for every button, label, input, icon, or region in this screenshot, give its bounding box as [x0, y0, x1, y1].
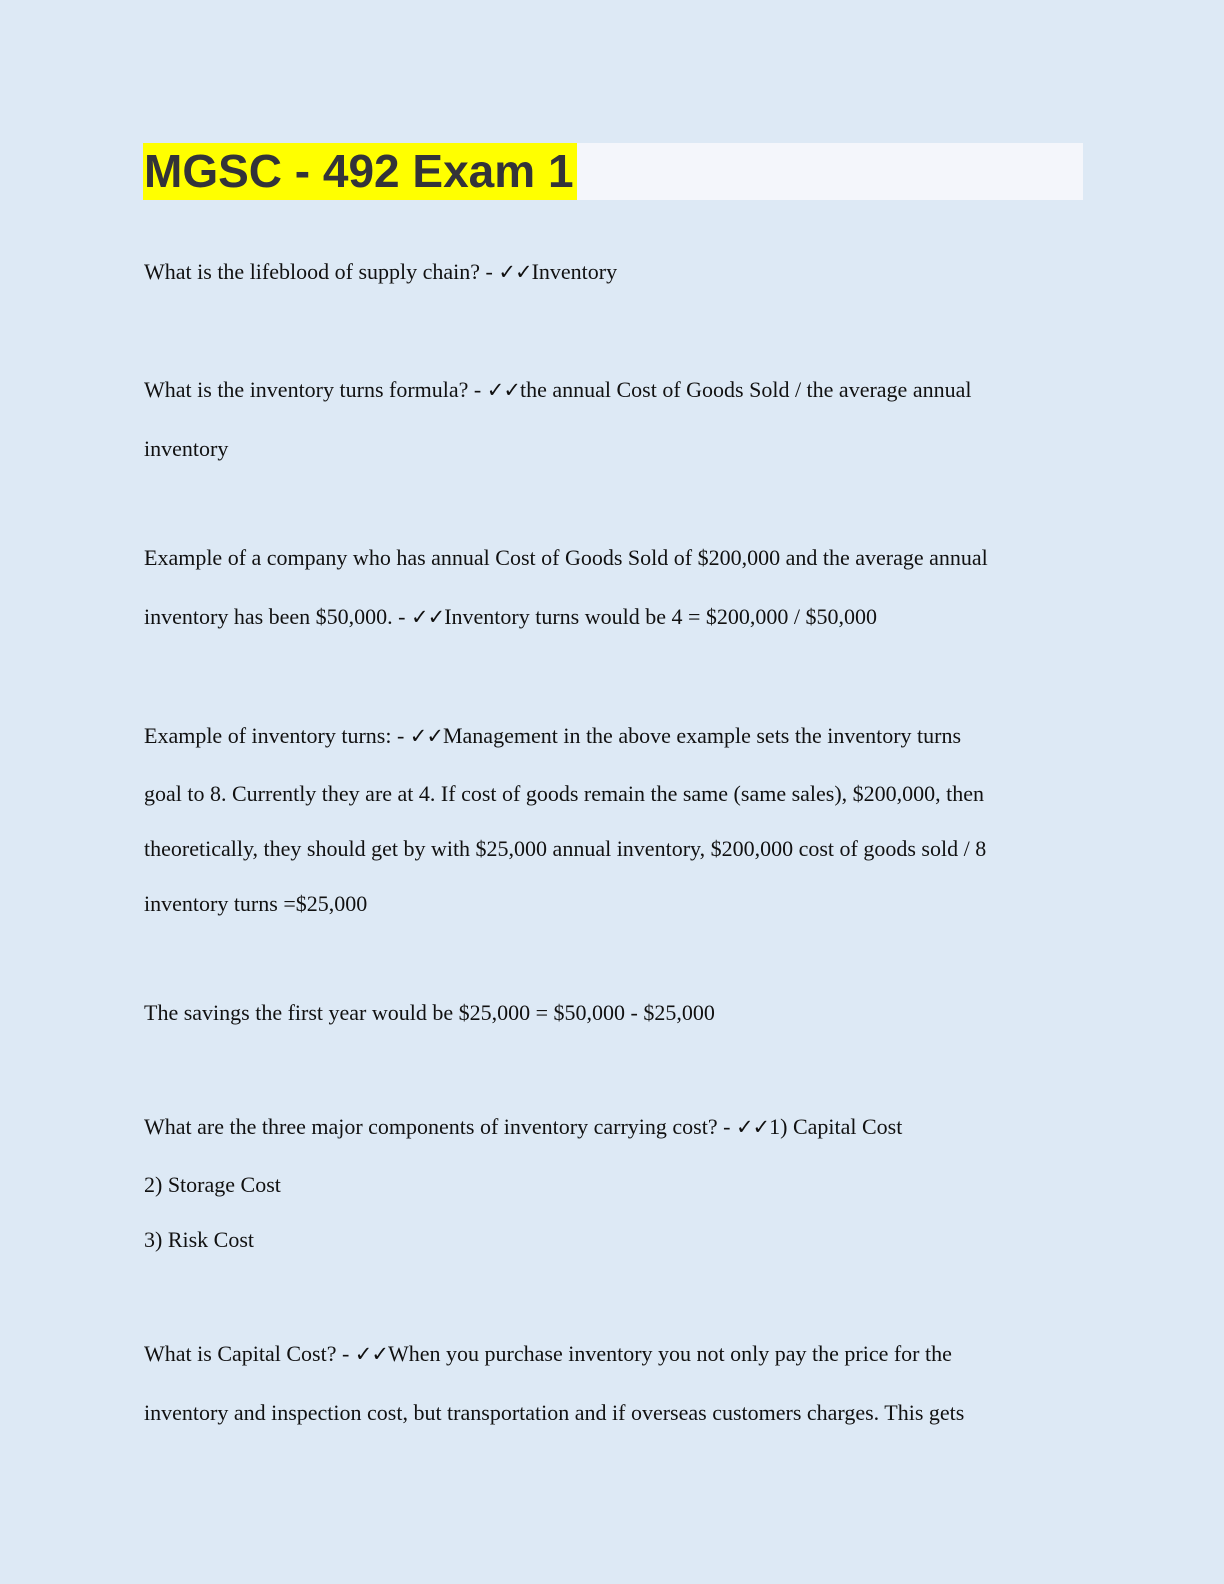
page-title: MGSC - 492 Exam 1	[143, 143, 577, 200]
question-text: What is the lifeblood of supply chain? -	[144, 259, 499, 284]
answer-text: the annual Cost of Goods Sold / the average annual	[519, 377, 972, 402]
question-text: What is Capital Cost? -	[144, 1341, 355, 1366]
qa-item-company-example: Example of a company who has annual Cost of Goods Sold of $200,000 and the average annual	[144, 545, 988, 570]
qa-item-turns-formula	[144, 377, 971, 403]
answer-text: Inventory	[531, 259, 618, 284]
qa-item-carrying-cost	[144, 1114, 902, 1140]
question-text: What is the inventory turns formula? -	[144, 377, 487, 402]
qa-item-capital-cost-line2: inventory and inspection cost, but transportation and if overseas customers charges. This gets	[144, 1400, 965, 1425]
double-check-icon: ✓✓	[735, 1115, 770, 1139]
double-check-icon: ✓✓	[498, 260, 532, 284]
qa-item-lifeblood	[144, 259, 617, 285]
answer-text: Management in the above example sets the inventory turns	[442, 723, 962, 748]
qa-item-turns-example	[144, 723, 961, 749]
answer-text: 1) Capital Cost	[769, 1114, 903, 1139]
question-text: What are the three major components of inventory carrying cost? -	[144, 1114, 736, 1139]
question-text: Example of inventory turns: -	[144, 723, 410, 748]
question-text: inventory has been $50,000. -	[144, 604, 411, 629]
qa-item-turns-example-line4: inventory turns =$25,000	[144, 891, 368, 916]
double-check-icon: ✓✓	[486, 378, 520, 402]
answer-text: Inventory turns would be 4 = $200,000 / $50,000	[444, 604, 878, 629]
qa-item-turns-example-line2: goal to 8. Currently they are at 4. If cost of goods remain the same (same sales), $200,000, then	[144, 781, 985, 806]
qa-item-turns-example-line3: theoretically, they should get by with $25,000 annual inventory, $200,000 cost of goods sold / 8	[144, 836, 987, 861]
qa-item-carrying-cost-line2: 2) Storage Cost	[144, 1172, 281, 1197]
qa-item-turns-formula-cont: inventory	[144, 436, 229, 461]
double-check-icon: ✓✓	[354, 1342, 388, 1366]
qa-item-carrying-cost-line3: 3) Risk Cost	[144, 1227, 255, 1252]
double-check-icon: ✓✓	[409, 724, 443, 748]
qa-item-company-example-cont	[144, 604, 877, 630]
savings-paragraph: The savings the first year would be $25,000 = $50,000 - $25,000	[144, 1000, 715, 1025]
answer-text: When you purchase inventory you not only pay the price for the	[388, 1341, 952, 1366]
qa-item-capital-cost	[144, 1341, 952, 1367]
double-check-icon: ✓✓	[411, 605, 445, 629]
